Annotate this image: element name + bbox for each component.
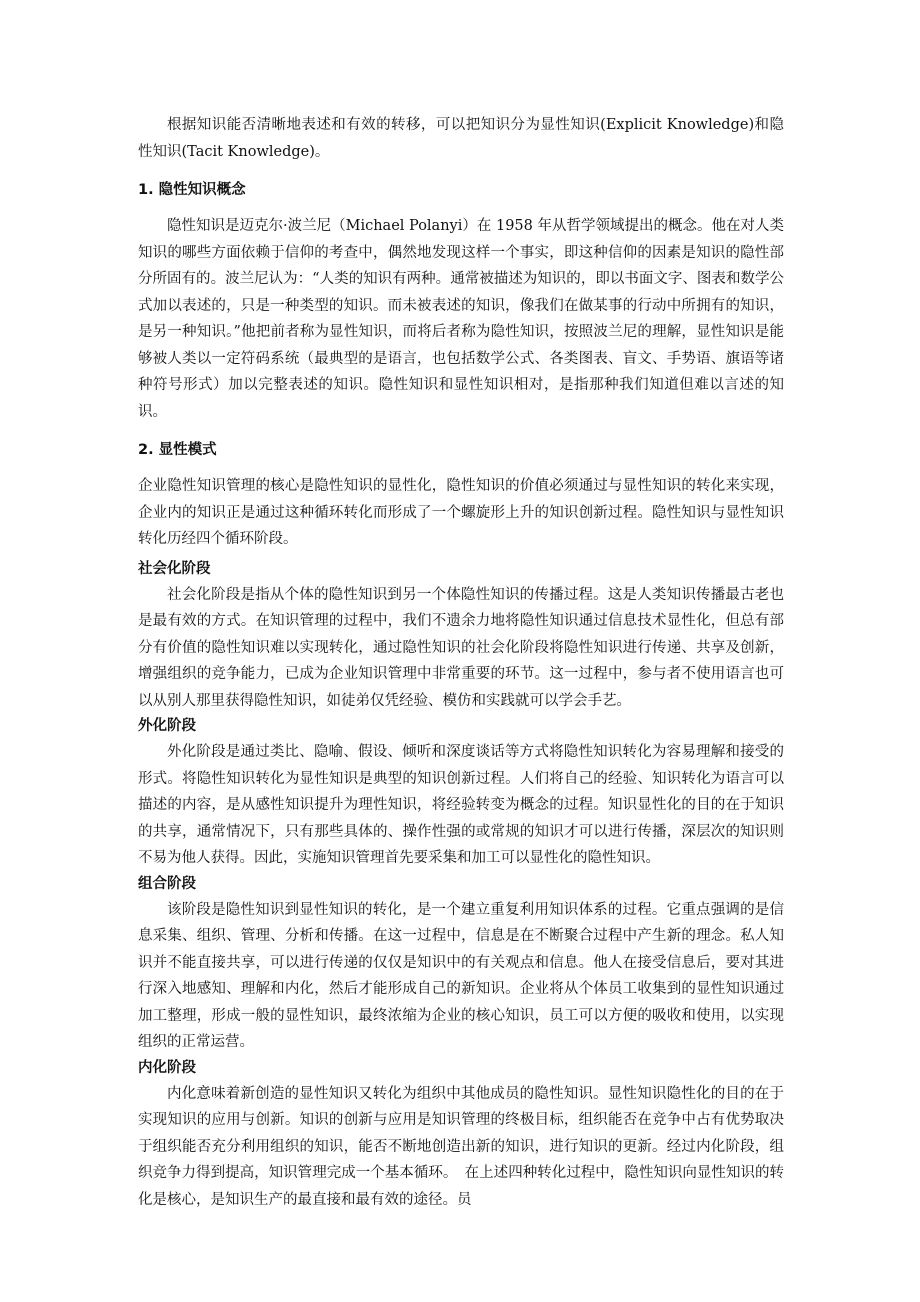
internalization-paragraph: 内化意味着新创造的显性知识又转化为组织中其他成员的隐性知识。显性知识隐性化的目的在于实现知识的应用与创新。知识的创新与应用是知识管理的终极目标，组织能否在竞争中占有优势取决于组织能否充分利用组织的知识，能否不断地创造出新的知识，进行知识的更新。经过内化阶段，组织竞争力得到提高，知识管理完成一个基本循环。 在上述四种转化过程中，隐性知识向显性知识的转化是核心，是知识生产的最直接和最有效的途径。员 xyxy=(138,1085,784,1208)
tacit-concept-paragraph: 隐性知识是迈克尔·波兰尼（Michael Polanyi）在 1958 年从哲学领域提出的概念。他在对人类知识的哪些方面依赖于信仰的考查中，偶然地发现这样一个事实，即这种信仰的因素是知识的隐性部分所固有的。波兰尼认为：“人类的知识有两种。通常被描述为知识的，即以书面文字、图表和数学公式加以表述的，只是一种类型的知识。而未被表述的知识，像我们在做某事的行动中所拥有的知识，是另一种知识。”他把前者称为显性知识，而将后者称为隐性知识，按照波兰尼的理解，显性知识是能够被人类以一定符码系统（最典型的是语言，也包括数学公式、各类图表、盲文、手势语、旗语等诸种符号形式）加以完整表述的知识。隐性知识和显性知识相对，是指那种我们知道但难以言述的知识。 xyxy=(138,218,784,420)
section-heading-tacit-concept: 1. 隐性知识概念 xyxy=(138,182,246,198)
stage-heading-internalization: 内化阶段 xyxy=(138,1059,196,1076)
section-heading-explicit-mode: 2. 显性模式 xyxy=(138,442,217,458)
explicit-mode-paragraph: 企业隐性知识管理的核心是隐性知识的显性化，隐性知识的价值必须通过与显性知识的转化来实现，企业内的知识正是通过这种循环转化而形成了一个螺旋形上升的知识创新过程。隐性知识与显性知识转化历经四个循环阶段。 xyxy=(138,478,784,547)
externalization-paragraph: 外化阶段是通过类比、隐喻、假设、倾听和深度谈话等方式将隐性知识转化为容易理解和接受的形式。将隐性知识转化为显性知识是典型的知识创新过程。人们将自己的经验、知识转化为语言可以描述的内容，是从感性知识提升为理性知识，将经验转变为概念的过程。知识显性化的目的在于知识的共享，通常情况下，只有那些具体的、操作性强的或常规的知识才可以进行传播，深层次的知识则不易为他人获得。因此，实施知识管理首先要采集和加工可以显性化的隐性知识。 xyxy=(138,744,784,866)
combination-paragraph: 该阶段是隐性知识到显性知识的转化，是一个建立重复利用知识体系的过程。它重点强调的是信息采集、组织、管理、分析和传播。在这一过程中，信息是在不断聚合过程中产生新的理念。私人知识并不能直接共享，可以进行传递的仅仅是知识中的有关观点和信息。他人在接受信息后，要对其进行深入地感知、理解和内化，然后才能形成自己的新知识。企业将从个体员工收集到的显性知识通过加工整理，形成一般的显性知识，最终浓缩为企业的核心知识，员工可以方便的吸收和使用，以实现组织的正常运营。 xyxy=(138,901,784,1050)
stage-heading-externalization: 外化阶段 xyxy=(138,718,196,734)
stage-heading-socialization: 社会化阶段 xyxy=(138,560,211,577)
document-body xyxy=(138,112,784,1213)
socialization-paragraph: 社会化阶段是指从个体的隐性知识到另一个体隐性知识的传播过程。这是人类知识传播最古老也是最有效的方式。在知识管理的过程中，我们不遗余力地将隐性知识通过信息技术显性化，但总有部分有价值的隐性知识难以实现转化，通过隐性知识的社会化阶段将隐性知识进行传递、共享及创新，增强组织的竞争能力，已成为企业知识管理中非常重要的环节。这一过程中，参与者不使用语言也可以从别人那里获得隐性知识，如徒弟仅凭经验、模仿和实践就可以学会手艺。 xyxy=(138,586,784,709)
intro-paragraph: 根据知识能否清晰地表述和有效的转移，可以把知识分为显性知识(Explicit Knowledge)和隐性知识(Tacit Knowledge)。 xyxy=(138,117,784,160)
stage-heading-combination: 组合阶段 xyxy=(138,875,196,892)
